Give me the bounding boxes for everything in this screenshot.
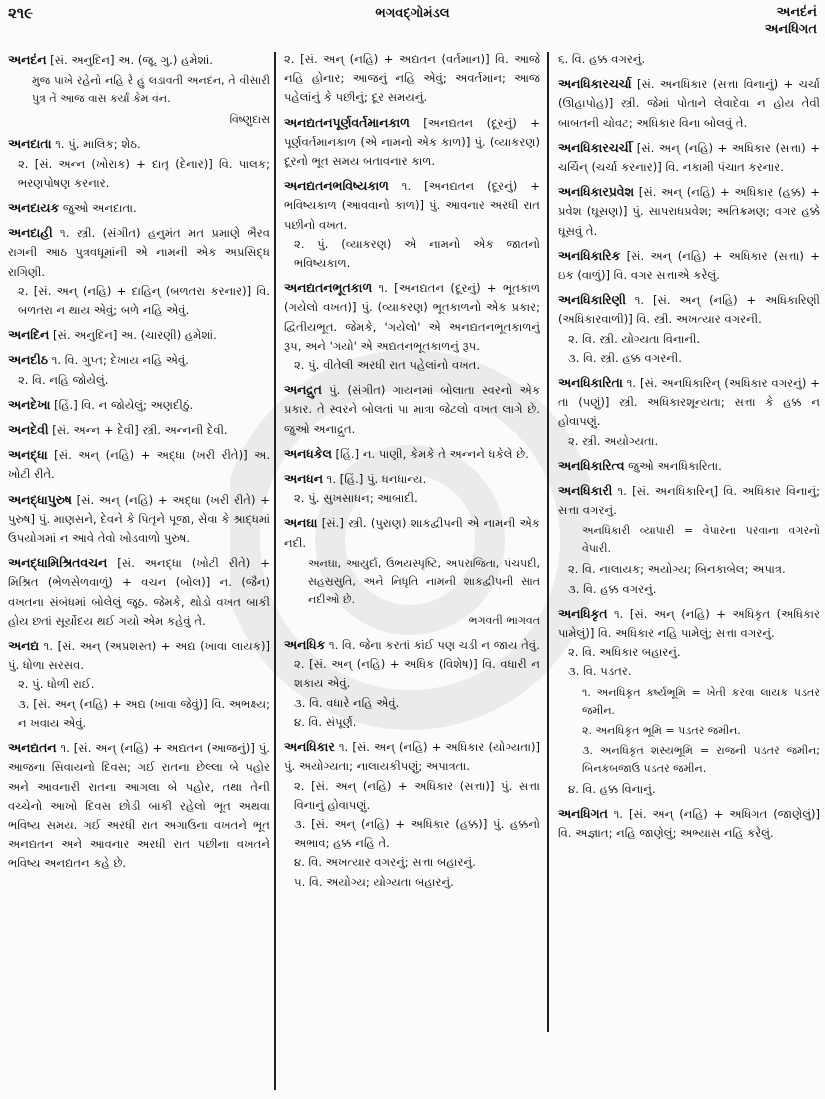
entry-definition: પું. (સંગીત) ગાયનમાં બોલાતા સ્વરનો એક પ્રકાર. તે સ્વરને બોલતાં પા માત્રા જેટલો વખત લાગે છે. જુઓ અનાદ્રુત. [284, 383, 540, 436]
entry-headword: અનધિકાર [284, 739, 335, 755]
dictionary-entry [558, 456, 820, 476]
entry-definition: ૧. [અનદ્યતન (દૂરનું) + ભવિષ્યકાળ (આવવાનો કાળ)] પું. આવનાર અરધી રાત પછીનો વખત. [284, 179, 540, 232]
dictionary-entry [8, 395, 270, 415]
entry-sense: ૩. વિ. પડતર. [568, 664, 632, 679]
entry-headword: અનદેવી [8, 422, 49, 438]
book-title: ભગવદ્ગોમંડલ [375, 6, 450, 21]
entry-definition: [હિં.] વિ. ન જોયેલું; અણદીઠું. [54, 397, 194, 412]
dictionary-entry [8, 636, 270, 733]
entry-headword: અનદાહી [8, 225, 53, 241]
dictionary-entry [284, 50, 540, 108]
dictionary-entry [8, 445, 270, 484]
entry-definition: ૧. [સં. અન્ (નહિ) + અધિકાર (યોગ્યતા)] પું. અયોગ્યતા; નાલાયકીપણું; અપાત્રતા. [284, 740, 540, 774]
entry-example: ૧. અનધિકૃત કર્ષ્યભૂમિ = ખેતી કરવા લાયક પડતર જમીન. [582, 685, 820, 717]
entry-definition: [હિં.] ન. પાણી, કેમકે તે અન્નને ધકેલે છે. [335, 446, 529, 461]
entry-headword: અનદ્યતન [8, 740, 57, 756]
dictionary-entry [8, 50, 270, 129]
entry-definition: ૧. [સં. અન્ (નહિ) + અધિગત (જાણેલું)] વિ. અજ્ઞાત; નહિ જાણેલું; અભ્યાસ નહિ કરેલું. [558, 806, 820, 841]
dictionary-entry [284, 469, 540, 508]
entry-definition: [સં. અન્ (નહિ) + અધિકાર (સત્તા) + ચર્ચિન્ (ચર્ચા કરનાર)] વિ. નકામી પંચાત કરનાર. [558, 140, 820, 175]
entry-example: ૩. અનધિકૃત શસ્યભૂમિ = રાજની પડતર જમીન; બિનકબજાઉ પડતર જમીન. [582, 743, 820, 775]
entry-headword: અનધિકારિત્વ [558, 457, 625, 473]
entry-headword: અનદિન [8, 327, 50, 343]
entry-definition: [સં. અન્ (નહિ) + અધિકાર (સત્તા) + ઇક (વાળું)] વિ. વગર સત્તાએ કરેલું. [558, 248, 820, 283]
dictionary-column-1 [8, 50, 270, 1095]
entry-headword: અનદ્ધામિશ્રિતવચન [8, 555, 108, 571]
guide-word-first: અનદંનં [776, 5, 817, 20]
entry-definition: ૧. પું. માલિક; શેઠ. [55, 137, 141, 152]
entry-sense: ૩. [સં. અન્ (નહિ) + અદ્ય (ખાવા જેવું)] વિ. અભક્ષ્ય; ન ખવાય એવું. [18, 696, 270, 730]
entry-headword: અનદ્ધાપુરુષ [8, 491, 72, 507]
dictionary-entry [558, 481, 820, 599]
entry-quotation: મુજ પાખે રહેનો નહિ રે હું લડાવતી અનદંન, તે વીસારી પુત્ર તેં આજ વાસ કર્યાં કેમ વંન. [32, 74, 270, 106]
entry-definition: જુઓ અનધિકારિતા. [628, 458, 722, 473]
entry-headword: અનદ્યતનભવિષ્યકાળ [284, 178, 389, 194]
entry-headword: અનધિકૃત [558, 605, 608, 621]
entry-definition: ૬. વિ. હક્ક વગરનું. [558, 52, 646, 66]
guide-word-last: અનધિગત [764, 22, 817, 37]
dictionary-entry [558, 50, 820, 69]
entry-example: ૨. અનધિકૃત ભૂમિ = પડતર જમીન. [582, 723, 741, 737]
entry-sense: ૨. [સં. અન્ (નહિ) + અધિકાર (સત્તા)] પું. સત્તા વિનાનું હોવાપણું. [294, 778, 540, 812]
entry-definition: [સં. અનદ્ધા (ખોટી રીતે) + મિશ્રિત (ભેળસેળવાળું) + વચન (બોલ)] ન. (જૈન) વખતના સંબંધમાં બોલેલું જૂઠ. જેમકે, થોડો વખત બાકી હોય છતાં સૂર્યોદય થઈ ગયો એમ કહેવું તે. [8, 556, 270, 628]
entry-sense: ૨. વિ. નાલાયક; અયોગ્ય; બિનકાબેલ; અપાત્ર. [568, 562, 786, 577]
column-divider [547, 52, 549, 1032]
dictionary-entry [8, 420, 270, 440]
entry-sense: ૨. પું. (વ્યાકરણ) એ નામનો એક જાતનો ભવિષ્યકાળ. [294, 236, 540, 271]
entry-definition: ૧. [હિં.] પું. ધનધાન્ય. [326, 472, 427, 487]
entry-definition: ૧. વિ. જેના કરતાં કાંઈ પણ ચડી ન જાય તેવું. [328, 638, 540, 653]
entry-definition: [સં. અનુદિન] અ. (ચારણી) હમેશાં. [52, 328, 217, 343]
entry-sense: ૩. વિ. વધારે નહિ એવું. [294, 695, 400, 710]
entry-headword: અનધિકારચર્ચી [558, 139, 633, 155]
dictionary-entry [8, 223, 270, 320]
entry-sense: ૨. વિ. નહિ જોયેલું. [18, 372, 109, 387]
entry-headword: અનધિકારપ્રવેશ [558, 184, 635, 200]
dictionary-entry [284, 635, 540, 732]
dictionary-entry [558, 138, 820, 177]
entry-headword: અનઘા [284, 515, 318, 531]
entry-headword: અનદ્ય [8, 638, 40, 654]
entry-headword: અનધિકારચર્ચા [558, 76, 632, 92]
entry-definition: [અનદ્યતન (દૂરનું) + પૂર્ણવર્તમાનકાળ (એ નામનો એક કાળ)] પું. (વ્યાકરણ) દૂરનો ભૂત સમય બતાવનાર કાળ. [284, 115, 540, 169]
entry-definition: ૧. [સં. અન્ (નહિ) + અધિકારિણી (અધિકારવાળી)] વિ. સ્ત્રી. અખત્યાર વગરની. [558, 293, 820, 327]
entry-sense: ૨. વિ. અધિકાર બહારનું. [568, 645, 681, 660]
dictionary-entry [284, 737, 540, 892]
entry-sense: ૩. વિ. સ્ત્રી. હક્ક વગરની. [568, 350, 682, 365]
entry-definition: જુઓ અનદાતા. [62, 201, 137, 216]
entry-sense: ૨. વિ. સ્ત્રી. યોગ્યતા વિનાની. [568, 331, 701, 346]
dictionary-entry [558, 246, 820, 285]
entry-definition: ૧. [સં. અનધિકારિન્ (અધિકાર વગરનું) + તા (પણું)] સ્ત્રી. અધિકારશૂન્યતા; સત્તા કે હક્ક ન હોવાપણું. [558, 376, 820, 429]
entry-definition: [સં. અન્ન + દેવી] સ્ત્રી. અન્નની દેવી. [52, 423, 228, 438]
dictionary-entry [8, 490, 270, 549]
dictionary-entry [558, 804, 820, 843]
entry-sense: ૪. વિ. સંપૂર્ણ. [294, 714, 357, 729]
entry-definition: ૧. [સં. અન્ (નહિ) + અદ્યતન (આજનું)] પું. આજના સિવાયનો દિવસ; ગઈ રાતના છેલ્લા બે પહોર અને આવનારી રાતના આગલા બે પહોર, તથા તેની વચ્ચેનો આખો દિવસ છોડી બાકી રહેલો ભૂત અથવા ભવિષ્ય સમય. ગઈ અરધી રાત અગાઉના વખતને ભૂત અનદ્યતન અને આવનાર અરધી રાત પછીના વખતને ભવિષ્ય અનદ્યતન કહે છે. [8, 741, 270, 871]
entry-sense: ૩. [સં. અન્ (નહિ) + અધિકાર (હક્ક)] પું. હક્કનો અભાવ; હક્ક નહિ તે. [294, 816, 540, 851]
entry-definition: [સં. અન્ (નહિ) + અદ્ધા (ખરી રીતે)] અ. ખોટી રીતે. [8, 448, 270, 482]
entry-sense: ૪. વિ. અખત્યાર વગરનું; સત્તા બહારનું. [294, 855, 476, 870]
page-header [0, 0, 825, 46]
dictionary-column-2 [284, 50, 540, 1095]
entry-headword: અનધિગત [558, 805, 608, 821]
entry-headword: અનદંન [8, 52, 47, 67]
entry-sense: ૫. વિ. અયોગ્ય; યોગ્યતા બહારનું. [294, 874, 454, 889]
entry-headword: અનધિકારિણી [558, 292, 626, 308]
column-divider [274, 52, 276, 1090]
entry-sense: ૨. [સં. અન્ (નહિ) + દાહિન્ (બળતરા કરનાર)] વિ. બળતરા ન થાય એવું; બળે નહિ એવું. [18, 283, 270, 318]
entry-definition: [સં. અનુદિન] અ. (જૂ. ગુ.) હમેશાં. [50, 53, 213, 67]
entry-definition: ૧. વિ. ગુપ્ત; દેખાય નહિ એવું. [51, 353, 189, 368]
entry-sense: ૩. વિ. હક્ક વગરનું. [568, 581, 657, 596]
dictionary-entry [284, 278, 540, 375]
entry-definition: ૧. [સં. અનધિકારિન્] વિ. અધિકાર વિનાનું; સત્તા વગરનું. [558, 484, 820, 518]
entry-headword: અનદ્યતનપૂર્ણવર્તમાનકાળ [284, 114, 410, 130]
dictionary-entry [8, 738, 270, 873]
entry-definition: [સં.] સ્ત્રી. (પુરાણ) શાકદ્વીપની એ નામની એક નદી. [284, 516, 540, 550]
dictionary-entry [284, 380, 540, 439]
dictionary-entry [558, 604, 820, 799]
guide-words [765, 4, 817, 38]
entry-definition: ૨. [સં. અન્ (નહિ) + અદ્યતન (વર્તમાન)] વિ. આજે નહિ હોનાર; આજનું નહિ એવું; અવર્તમાન; આજ પહેલાંનું કે પછીનું; દૂર સમયનું. [284, 52, 540, 105]
entry-definition: ૧. [સં. અન્ (અપ્રશસ્ત) + અદ્ય (ખાવા લાયક)] પું. ધોળા સરસવ. [8, 639, 270, 673]
entry-quotation: અનઘા, આયુર્દા, ઉભયસ્પૃષ્ટિ, અપરાજિતા, પંચપદી, સહસ્રસુતિ, અને નિધૃતિ નામની શાકદ્વીપની સાત નદીઓ છે. [308, 556, 540, 606]
entry-attribution: ભગવતી ભાગવત [468, 613, 540, 627]
dictionary-entry [558, 182, 820, 241]
dictionary-entry [8, 553, 270, 631]
dictionary-entry [284, 176, 540, 273]
dictionary-entry [284, 444, 540, 464]
entry-headword: અનધકેલ [284, 445, 332, 461]
entry-quotation: અનધિકારી વ્યાપારી = વેપારના પરવાના વગરનો વેપારી. [582, 524, 820, 556]
dictionary-entry [8, 198, 270, 218]
entry-sense: ૨. [સં. અન્ન (ખોરાક) + દાતૃ (દેનાર)] વિ. પાલક; ભરણપોષણ કરનાર. [18, 156, 270, 190]
dictionary-entry [284, 513, 540, 630]
entry-definition: [સં. અનધિકાર (સત્તા વિનાનું) + ચર્ચા (ઊહાપોહ)] સ્ત્રી. જેમાં પોતાને લેવાદેવા ન હોય તેવી બાબતની ચોવટ; અધિકાર વિના બોલવું તે. [558, 77, 820, 130]
entry-headword: અનધિક [284, 637, 326, 653]
dictionary-entry [558, 74, 820, 133]
dictionary-entry [8, 350, 270, 389]
entry-sense: ૨. સ્ત્રી. અયોગ્યતા. [568, 433, 659, 448]
dictionary-entry [284, 113, 540, 172]
entry-sense: ૪. વિ. હક્ક વિનાનું. [568, 781, 656, 796]
entry-sense: ૨. [સં. અન્ (નહિ) + અધિક (વિશેષ)] વિ. વધારી ન શકાય એવું. [294, 657, 540, 691]
entry-sense: ૨. પું. ધોળી રાઈ. [18, 677, 95, 692]
entry-headword: અનદ્યતનભૂતકાળ [284, 280, 373, 296]
entry-headword: અનધિકારી [558, 483, 613, 499]
entry-definition: ૧. [સં. અન્ (નહિ) + અધિકૃત (અધિકાર પામેલું)] વિ. અધિકાર નહિ પામેલું; સત્તા વગરનું. [558, 606, 820, 641]
page-number: ૨૧૯ [8, 4, 34, 22]
dictionary-entry [558, 290, 820, 368]
entry-headword: અનધિકારિક [558, 247, 621, 263]
dictionary-entry [8, 134, 270, 193]
entry-headword: અનદાતા [8, 136, 52, 152]
entry-definition: [સં. અન્ (નહિ) + અદ્ધા (ખરી રીતે) + પુરુષ] પું. માણસને, દેવને કે પિતૃને પૂજા, સેવા કે શ્રાદ્ધમાં ઉપયોગમાં ન આવે તેવો ખોડવાળો પુરુષ. [8, 492, 270, 546]
entry-headword: અનદ્ધા [8, 447, 48, 463]
entry-headword: અનદીઠ [8, 352, 48, 368]
entry-sense: ૨. પું. વીતેલી અરધી રાત પહેલાંનો વખત. [294, 358, 481, 373]
entry-headword: અનદાયક [8, 200, 60, 216]
dictionary-entry [558, 373, 820, 451]
entry-definition: [સં. અન્ (નહિ) + અધિકાર (હક્ક) + પ્રવેશ (ઘૂસણ)] પું. સાપરાધપ્રવેશ; અતિક્રમણ; વગર હક્કે ઘૂસવું તે. [558, 185, 820, 238]
entry-definition: ૧. સ્ત્રી. (સંગીત) હનુમંત મત પ્રમાણે ભૈરવ રાગની આઠ પુત્રવધૂમાંની એ નામની એક અપ્રસિદ્ધ રાગિણી. [8, 226, 270, 279]
entry-headword: અનદ્રુત [284, 382, 322, 398]
entry-headword: અનધિકારિતા [558, 375, 623, 391]
entry-attribution: વિષ્ણુદાસ [229, 113, 270, 127]
entry-sense: ૨. પું. સુખસાધન; આબાદી. [294, 491, 418, 506]
entry-headword: અનદેખા [8, 396, 51, 412]
dictionary-column-3 [558, 50, 820, 1095]
entry-definition: ૧. [અનદ્યતન (દૂરનું) + ભૂતકાળ (ગયેલો વખત)] પું. (વ્યાકરણ) ભૂતકાળનો એક પ્રકાર; દ્વિતીયભૂત. જેમકે, 'ગયેલો' એ અનદ્યતનભૂતકાળનું રૂપ, અને 'ગયો' એ અદ્યતનભૂતકાળનું રૂપ. [284, 281, 540, 353]
dictionary-entry [8, 325, 270, 345]
entry-headword: અનધન [284, 471, 323, 487]
